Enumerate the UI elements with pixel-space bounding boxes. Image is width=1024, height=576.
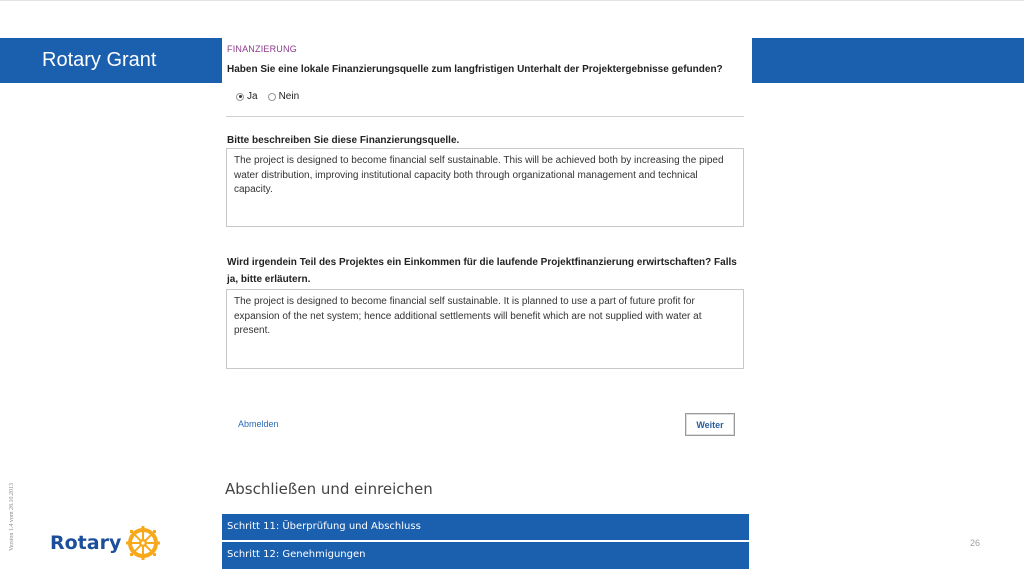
- version-note: Version 1.4 vom 28.10.2013: [9, 483, 15, 551]
- question-describe-source: Bitte beschreiben Sie diese Finanzierungsquelle.: [227, 135, 460, 146]
- section-divider: [226, 116, 744, 117]
- question-local-funding: Haben Sie eine lokale Finanzierungsquelle zum langfristigen Unterhalt der Projektergebnisse gefunden?: [227, 64, 723, 75]
- page-title: Rotary Grant Center: [42, 49, 157, 116]
- top-border-line: [0, 0, 1024, 1]
- section-label: FINANZIERUNG: [227, 44, 297, 54]
- header-band-right: [752, 38, 1024, 83]
- step-11-bar[interactable]: Schritt 11: Überprüfung und Abschluss: [222, 514, 749, 540]
- funding-radio-group: [236, 91, 309, 102]
- rotary-logo: [50, 525, 161, 561]
- radio-option-nein[interactable]: [268, 91, 300, 102]
- radio-checked-icon[interactable]: [236, 93, 244, 101]
- funding-source-textarea[interactable]: The project is designed to become financial self sustainable. This will be achieved both by increasing the piped water distribution, improving institutional capacity both through organizational management and technical capacity.: [226, 148, 744, 227]
- rotary-wheel-icon: [125, 525, 161, 561]
- financing-form-panel: [222, 38, 752, 448]
- finish-heading: Abschließen und einreichen: [225, 480, 433, 498]
- radio-label-ja: Ja: [247, 91, 258, 102]
- question-income: Wird irgendein Teil des Projektes ein Einkommen für die laufende Projektfinanzierung erwirtschaften? Falls ja, bitte erläutern.: [227, 257, 737, 285]
- logo-text: Rotary: [50, 532, 122, 554]
- radio-label-nein: Nein: [278, 91, 300, 102]
- next-button[interactable]: Weiter: [685, 413, 735, 436]
- slide-number: 26: [969, 538, 980, 548]
- radio-unchecked-icon[interactable]: [268, 93, 276, 101]
- logout-link[interactable]: Abmelden: [238, 419, 279, 429]
- step-12-bar[interactable]: Schritt 12: Genehmigungen: [222, 542, 749, 569]
- radio-option-ja[interactable]: [236, 91, 258, 102]
- income-textarea[interactable]: The project is designed to become financial self sustainable. It is planned to use a part of future profit for expansion of the net system; hence additional settlements will benefit which are not supplied with water at present.: [226, 289, 744, 369]
